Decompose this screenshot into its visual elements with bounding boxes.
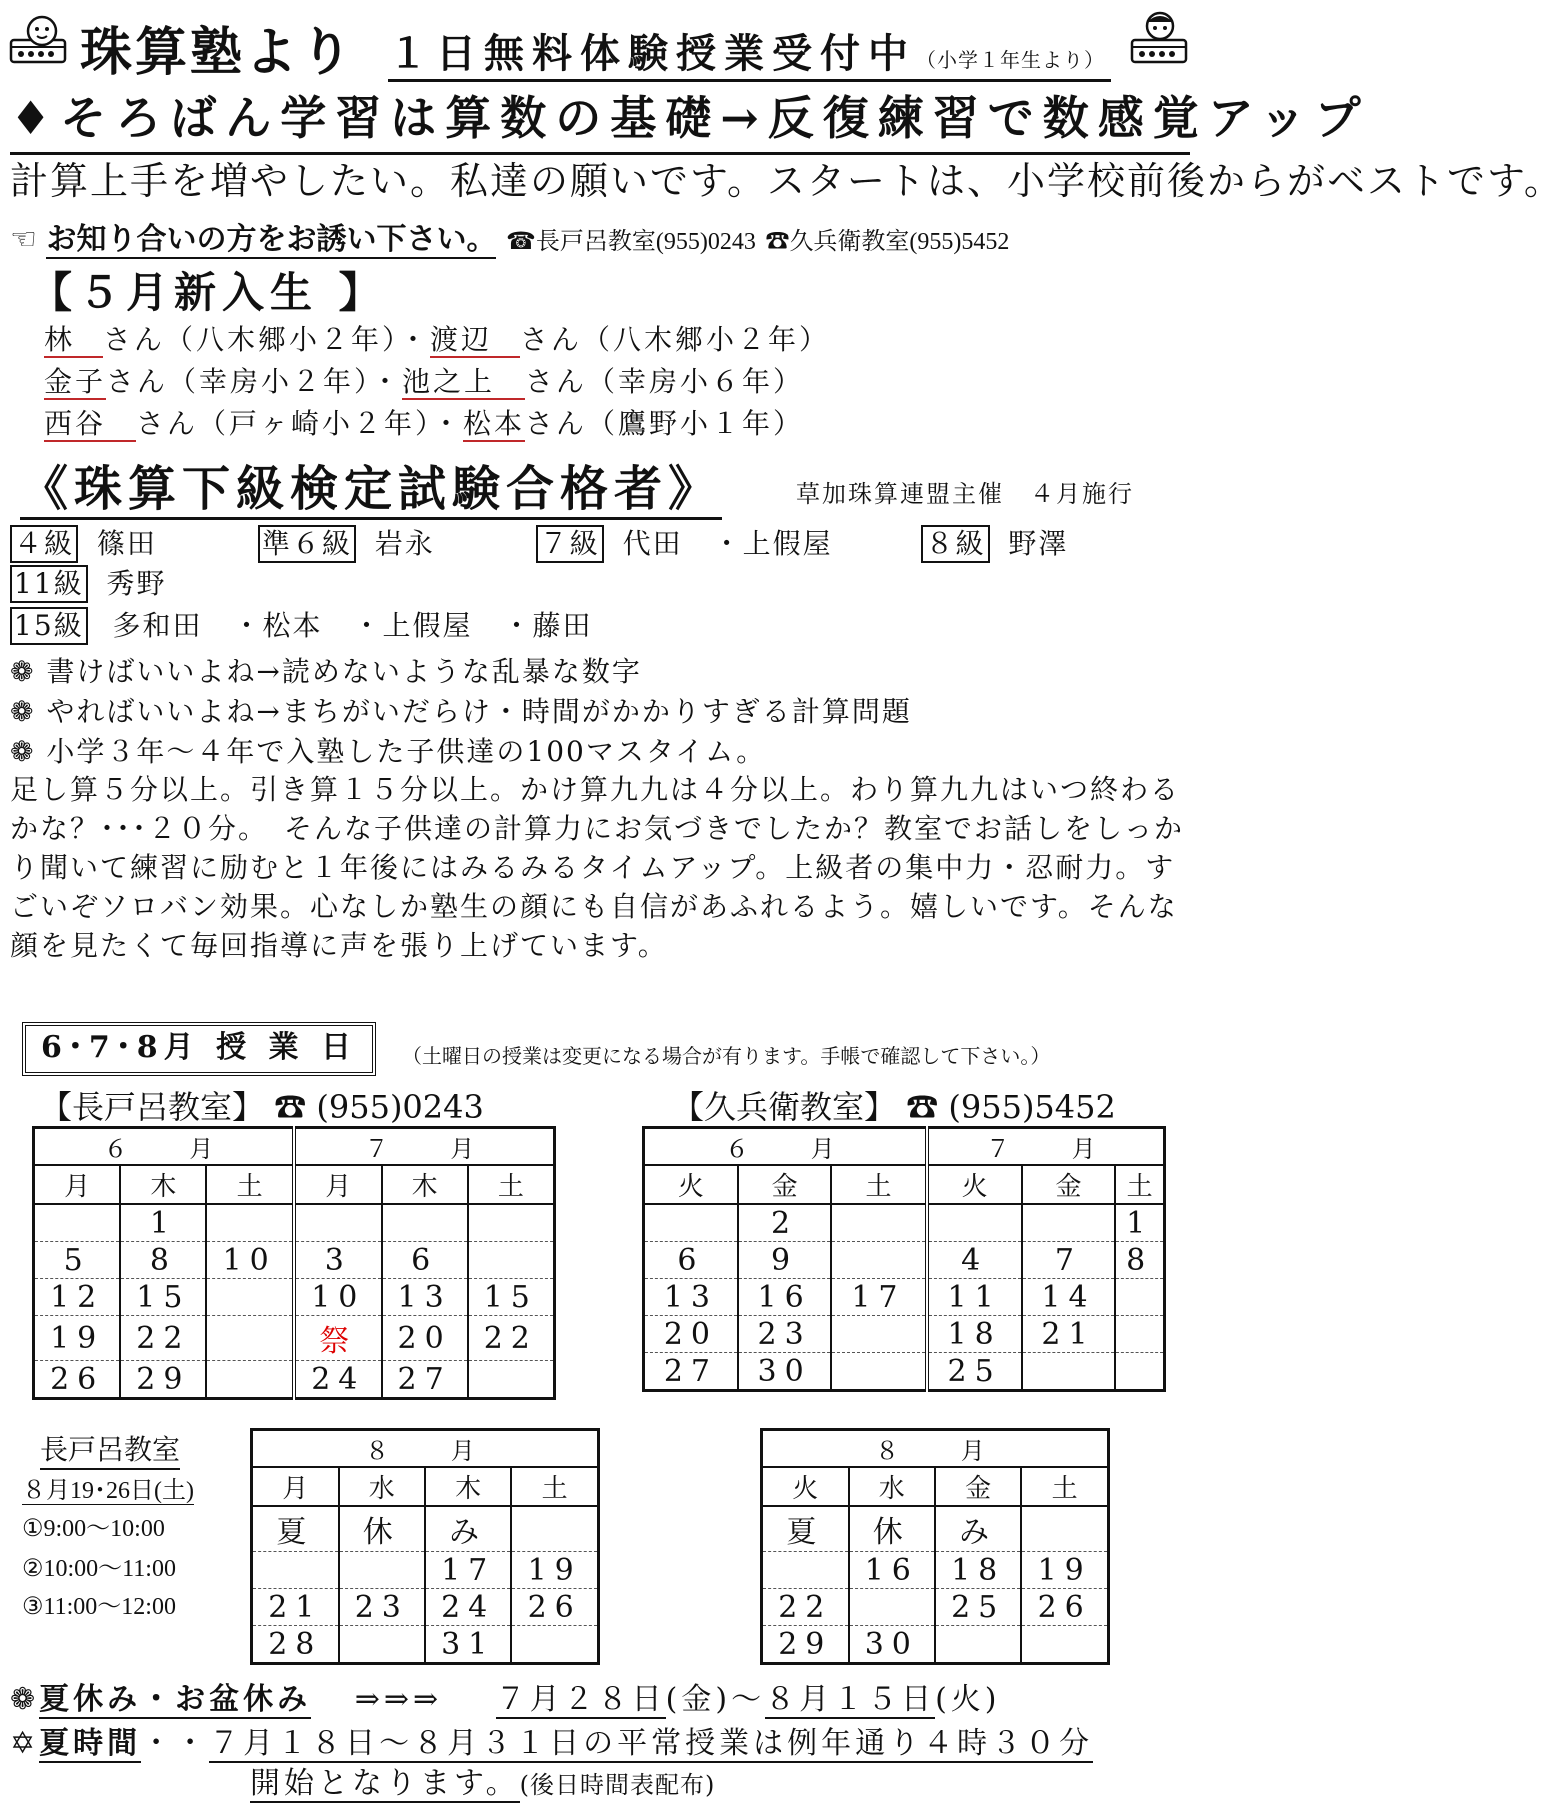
calendar-day [1115, 1353, 1164, 1391]
calendar-day [927, 1204, 1022, 1242]
weekday-header: 土 [1115, 1165, 1164, 1204]
calendar-day: 18 [927, 1316, 1022, 1353]
calendar-day: 17 [425, 1552, 511, 1589]
calendar-week [762, 1552, 1109, 1589]
calendar-day: 29 [120, 1361, 206, 1399]
summer-time-line-2: 開始となります。(後日時間表配布) [250, 1766, 716, 1801]
student-school: さん（八木郷小２年）・ [103, 323, 431, 356]
calendar-day: 10 [294, 1279, 382, 1316]
calendar-day [511, 1626, 598, 1664]
calendar-day: 夏 [762, 1506, 849, 1552]
calendar-day: 3 [294, 1242, 382, 1279]
passer-names: 篠田 [96, 527, 157, 560]
calendar-day: 26 [511, 1589, 598, 1626]
calendar-day: み [935, 1506, 1021, 1552]
festival-day: 祭 [294, 1316, 382, 1361]
student-school: さん（鷹野小１年） [525, 407, 805, 440]
flower-icon: ❁ [10, 735, 36, 768]
student-line [44, 318, 830, 358]
pointing-hand-icon: ☜ [10, 222, 37, 257]
student-line [44, 402, 804, 442]
calendar-day: 23 [738, 1316, 832, 1353]
calendar-day: 30 [738, 1353, 832, 1391]
calendar-week [34, 1361, 555, 1399]
calendar-week [644, 1316, 1165, 1353]
calendar-day [1115, 1279, 1164, 1316]
calendar-day: 7 [1022, 1242, 1116, 1279]
calendar-day [1022, 1204, 1116, 1242]
calendar-day [339, 1552, 425, 1589]
calendar-day: 8 [120, 1242, 206, 1279]
calendar-day: 22 [762, 1589, 849, 1626]
calendar-day: 19 [511, 1552, 598, 1589]
student-school: さん（幸房小６年） [525, 365, 805, 398]
calendar-day: 22 [468, 1316, 555, 1361]
exam-title: 《珠算下級検定試験合格者》 [20, 450, 722, 519]
calendar-day: 1 [120, 1204, 206, 1242]
student-name: 池之上 [402, 365, 525, 400]
calendar-day: 30 [849, 1626, 935, 1664]
grade-badge: 15級 [10, 607, 88, 645]
kyubee-june-july-calendar [642, 1126, 1166, 1392]
calendar-day: 6 [382, 1242, 468, 1279]
calendar-day: 6 [644, 1242, 738, 1279]
schedule-title: 6･7･8月 授 業 日 [22, 1022, 376, 1076]
calendar-day: 17 [831, 1279, 926, 1316]
student-school: さん（戸ヶ崎小２年）・ [136, 407, 464, 440]
calendar-week [252, 1552, 599, 1589]
body-paragraph: 足し算５分以上。引き算１５分以上。かけ算九九は４分以上。わり算九九はいつ終わるかな？･･･２０分。 そんな子供達の計算力にお気づきでしたか？教室でお話しをしっかり聞いて練習に励むと１年後にはみるみるタイムアップ。上級者の集中力・忍耐力。すごいぞソロバン効果。心なしか塾生の顔にも自信があふれるよう。嬉しいです。そんな顔を見たくて毎回指導に声を張り上げています。 [10, 773, 1185, 962]
calendar-day [849, 1589, 935, 1626]
calendar-day: 21 [252, 1589, 339, 1626]
diamond-icon: ♦ [10, 91, 61, 145]
calendar-day [252, 1552, 339, 1589]
calendar-day: 休 [849, 1506, 935, 1552]
weekday-header: 水 [849, 1467, 935, 1506]
student-name: 松本 [463, 407, 526, 440]
weekday-header: 火 [762, 1467, 849, 1506]
calendar-day [206, 1204, 294, 1242]
passer-names: 代田 ・上假屋 [622, 527, 833, 560]
calendar-day: 26 [34, 1361, 121, 1399]
calendar-day [1115, 1316, 1164, 1353]
calendar-day [34, 1204, 121, 1242]
passer-names: 岩永 [374, 527, 435, 560]
calendar-day: 16 [849, 1552, 935, 1589]
calendar-day: 8 [1115, 1242, 1164, 1279]
calendar-day [468, 1361, 555, 1399]
page-title: 珠算塾より [80, 22, 356, 83]
calendar-day: 休 [339, 1506, 425, 1552]
calendar-week [34, 1316, 555, 1361]
star-icon: ✡ [10, 1726, 40, 1761]
calendar-day: 15 [120, 1279, 206, 1316]
calendar-day: 18 [935, 1552, 1021, 1589]
month-header: ８ 月 [252, 1430, 599, 1468]
calendar-day [511, 1506, 598, 1552]
calendar-day: 14 [1022, 1279, 1116, 1316]
calendar-week [252, 1506, 599, 1552]
calendar-day [935, 1626, 1021, 1664]
calendar-day: 5 [34, 1242, 121, 1279]
intro-text: 計算上手を増やしたい。私達の願いです。スタートは、小学校前後からがベストです。 [10, 159, 1564, 203]
weekday-header: 土 [511, 1467, 598, 1506]
summer-time-line: ✡夏時間・・７月１８日～８月３１日の平常授業は例年通り４時３０分 [10, 1726, 1094, 1761]
calendar-day [1021, 1506, 1108, 1552]
month-header: ７ 月 [927, 1128, 1165, 1166]
august-room-title: 長戸呂教室 [40, 1428, 180, 1470]
calendar-week [644, 1242, 1165, 1279]
weekday-header: 火 [927, 1165, 1022, 1204]
nagatoro-title: 【長戸呂教室】 ☎ (955)0243 [40, 1088, 484, 1126]
note-item: ❁ やればいいよね→まちがいだらけ・時間がかかりすぎる計算問題 [10, 695, 912, 728]
calendar-day: 20 [644, 1316, 738, 1353]
calendar-day [468, 1242, 555, 1279]
weekday-header: 土 [831, 1165, 926, 1204]
calendar-day: 29 [762, 1626, 849, 1664]
abacus-child-logo [8, 14, 68, 66]
calendar-day [644, 1204, 738, 1242]
calendar-day: 25 [927, 1353, 1022, 1391]
calendar-day: 19 [34, 1316, 121, 1361]
month-header: ８ 月 [762, 1430, 1109, 1468]
phone-kyubee: ☎久兵衛教室(955)5452 [765, 229, 1010, 255]
student-name: 金子 [44, 365, 107, 398]
calendar-day [831, 1353, 926, 1391]
month-header: ６ 月 [644, 1128, 927, 1166]
calendar-week [34, 1242, 555, 1279]
calendar-week [34, 1204, 555, 1242]
student-school: さん（八木郷小２年） [520, 323, 831, 356]
note-item: ❁ 書けばいいよね→読めないような乱暴な数字 [10, 655, 642, 688]
time-slot: ①9:00～10:00 [22, 1516, 165, 1542]
calendar-day: 15 [468, 1279, 555, 1316]
calendar-day: み [425, 1506, 511, 1552]
grade-badge: ７級 [536, 525, 604, 563]
weekday-header: 金 [935, 1467, 1021, 1506]
exam-organizer: 草加珠算連盟主催 ４月施行 [796, 480, 1134, 508]
weekday-header: 月 [294, 1165, 382, 1204]
grade-badge: 準６級 [258, 525, 356, 563]
abacus-teacher-logo [1128, 10, 1190, 66]
calendar-day [206, 1361, 294, 1399]
calendar-day: 27 [644, 1353, 738, 1391]
calendar-day [762, 1552, 849, 1589]
special-date: ８月19･26日(土) [22, 1478, 194, 1504]
calendar-week [762, 1506, 1109, 1552]
calendar-day [1022, 1353, 1116, 1391]
weekday-header: 木 [382, 1165, 468, 1204]
calendar-day [831, 1316, 926, 1353]
month-header: ６ 月 [34, 1128, 294, 1166]
kyubee-title: 【久兵衛教室】 ☎ (955)5452 [672, 1088, 1116, 1126]
calendar-day: 16 [738, 1279, 832, 1316]
calendar-day: 10 [206, 1242, 294, 1279]
passer-names: 野澤 [1008, 527, 1069, 560]
calendar-day [468, 1204, 555, 1242]
passer-names: 多和田 ・松本 ・上假屋 ・藤田 [112, 609, 593, 642]
schedule-note: （土曜日の授業は変更になる場合が有ります。手帳で確認して下さい。） [402, 1044, 1051, 1068]
calendar-day: 28 [252, 1626, 339, 1664]
summer-holiday-line: ❁夏休み・お盆休み ⇒⇒⇒ ７月２８日(金)～８月１５日(火) [10, 1682, 1001, 1717]
new-students-title: 【５月新入生 】 [30, 268, 387, 317]
weekday-header: 木 [425, 1467, 511, 1506]
calendar-day: 27 [382, 1361, 468, 1399]
calendar-day: 9 [738, 1242, 832, 1279]
weekday-header: 土 [1021, 1467, 1108, 1506]
weekday-header: 金 [738, 1165, 832, 1204]
calendar-week [644, 1279, 1165, 1316]
flower-icon: ❁ [10, 1682, 40, 1717]
calendar-day [831, 1204, 926, 1242]
exam-row [10, 604, 593, 645]
calendar-day: 1 [1115, 1204, 1164, 1242]
note-item: ❁ 小学３年～４年で入塾した子供達の100マスタイム。 [10, 735, 767, 768]
calendar-day: 13 [382, 1279, 468, 1316]
month-header: ７ 月 [294, 1128, 555, 1166]
headline: ♦そろばん学習は算数の基礎→反復練習で数感覚アップ [10, 82, 1190, 155]
calendar-day: 31 [425, 1626, 511, 1664]
calendar-week [644, 1353, 1165, 1391]
calendar-week [252, 1626, 599, 1664]
exam-row [10, 522, 1068, 563]
calendar-day [206, 1316, 294, 1361]
calendar-day: 25 [935, 1589, 1021, 1626]
invite-text: お知り合いの方をお誘い下さい。 [46, 222, 497, 257]
contact-row [10, 214, 1009, 258]
phone-icon: ☎ [264, 1088, 317, 1126]
calendar-day: 21 [1022, 1316, 1116, 1353]
passer-names: 秀野 [106, 567, 167, 600]
calendar-week [644, 1204, 1165, 1242]
time-slot: ③11:00～12:00 [22, 1594, 176, 1620]
grade-badge: 11級 [10, 565, 88, 603]
calendar-day: 夏 [252, 1506, 339, 1552]
weekday-header: 木 [120, 1165, 206, 1204]
grade-badge: ８級 [921, 525, 989, 563]
calendar-day: 22 [120, 1316, 206, 1361]
calendar-day: 23 [339, 1589, 425, 1626]
exam-row [10, 562, 167, 603]
calendar-day: 12 [34, 1279, 121, 1316]
calendar-day [382, 1204, 468, 1242]
weekday-header: 水 [339, 1467, 425, 1506]
time-slot: ②10:00～11:00 [22, 1556, 176, 1582]
calendar-day: 19 [1021, 1552, 1108, 1589]
phone-nagatoro: ☎長戸呂教室(955)0243 [506, 229, 756, 255]
nagatoro-june-july-calendar [32, 1126, 556, 1400]
calendar-week [252, 1589, 599, 1626]
calendar-day: 2 [738, 1204, 832, 1242]
calendar-day: 20 [382, 1316, 468, 1361]
calendar-day: 4 [927, 1242, 1022, 1279]
weekday-header: 月 [34, 1165, 121, 1204]
weekday-header: 月 [252, 1467, 339, 1506]
student-school: さん（幸房小２年）・ [106, 365, 403, 398]
calendar-day: 13 [644, 1279, 738, 1316]
calendar-day [294, 1204, 382, 1242]
free-trial-banner: １日無料体験授業受付中（小学１年生より） [388, 22, 1111, 82]
weekday-header: 火 [644, 1165, 738, 1204]
student-name: 渡辺 [430, 323, 520, 358]
calendar-day [831, 1242, 926, 1279]
grade-badge: ４級 [10, 525, 78, 563]
calendar-day [1021, 1626, 1108, 1664]
kyubee-august-calendar [760, 1428, 1110, 1665]
calendar-day: 11 [927, 1279, 1022, 1316]
calendar-day [206, 1279, 294, 1316]
weekday-header: 土 [206, 1165, 294, 1204]
calendar-week [762, 1626, 1109, 1664]
student-name: 林 [44, 323, 103, 358]
student-name: 西谷 [44, 407, 136, 442]
calendar-week [762, 1589, 1109, 1626]
calendar-week [34, 1279, 555, 1316]
calendar-day: 26 [1021, 1589, 1108, 1626]
flower-icon: ❁ [10, 655, 36, 688]
calendar-day: 24 [425, 1589, 511, 1626]
flower-icon: ❁ [10, 695, 36, 728]
weekday-header: 土 [468, 1165, 555, 1204]
phone-icon: ☎ [896, 1088, 949, 1126]
nagatoro-august-calendar [250, 1428, 600, 1665]
calendar-day [339, 1626, 425, 1664]
weekday-header: 金 [1022, 1165, 1116, 1204]
calendar-day: 24 [294, 1361, 382, 1399]
student-line [44, 360, 804, 400]
